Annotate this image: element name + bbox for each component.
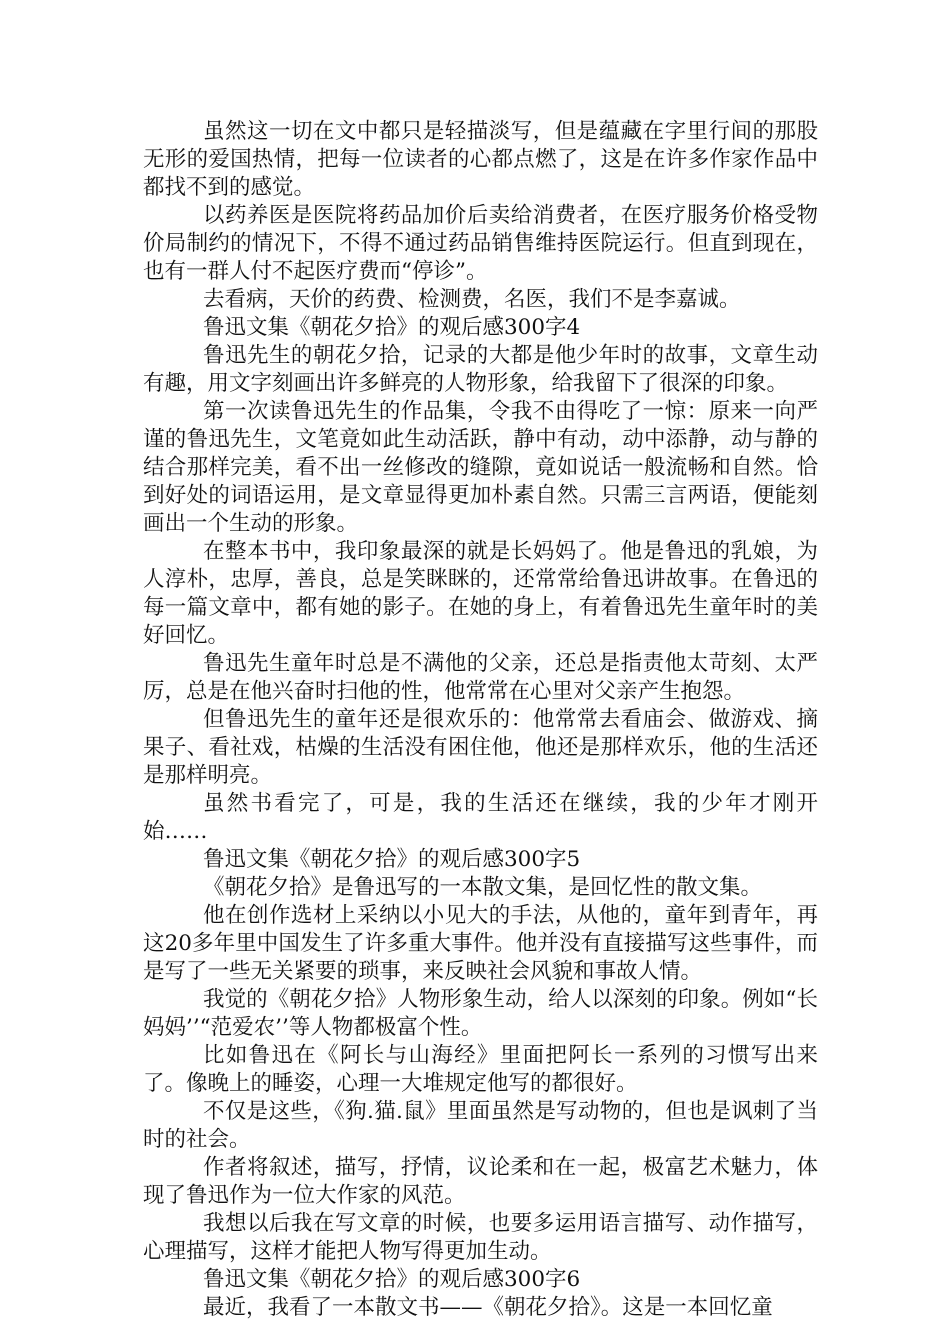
document-body: [143, 118, 818, 1322]
paragraph: 第一次读鲁迅先生的作品集，令我不由得吃了一惊：原来一向严谨的鲁迅先生，文笔竟如此生动活跃，静中有动，动中添静，动与静的结合那样完美，看不出一丝修改的缝隙，竟如说话一般流畅和自然。恰到好处的词语运用，是文章显得更加朴素自然。只需三言两语，便能刻画出一个生动的形象。: [143, 399, 818, 536]
paragraph: 我觉的《朝花夕拾》人物形象生动，给人以深刻的印象。例如“长妈妈’’“范爱农’’等人物都极富个性。: [143, 987, 818, 1040]
paragraph: 不仅是这些，《狗.猫.鼠》里面虽然是写动物的，但也是讽刺了当时的社会。: [143, 1099, 818, 1152]
paragraph: 作者将叙述，描写，抒情，议论柔和在一起，极富艺术魅力，体现了鲁迅作为一位大作家的风范。: [143, 1155, 818, 1208]
paragraph: 鲁迅先生的朝花夕拾，记录的大都是他少年时的故事，文章生动有趣，用文字刻画出许多鲜亮的人物形象，给我留下了很深的印象。: [143, 343, 818, 396]
paragraph: 比如鲁迅在《阿长与山海经》里面把阿长一系列的习惯写出来了。像晚上的睡姿，心理一大堆规定他写的都很好。: [143, 1043, 818, 1096]
paragraph: 在整本书中，我印象最深的就是长妈妈了。他是鲁迅的乳娘，为人淳朴，忠厚，善良，总是笑眯眯的，还常常给鲁迅讲故事。在鲁迅的每一篇文章中，都有她的影子。在她的身上，有着鲁迅先生童年时的美好回忆。: [143, 539, 818, 648]
paragraph: 鲁迅先生童年时总是不满他的父亲，还总是指责他太苛刻、太严厉，总是在他兴奋时扫他的性，他常常在心里对父亲产生抱怨。: [143, 651, 818, 704]
section-heading: 鲁迅文集《朝花夕拾》的观后感300字6: [203, 1267, 581, 1292]
paragraph: 他在创作选材上采纳以小见大的手法，从他的，童年到青年，再这20多年里中国发生了许多重大事件。他并没有直接描写这些事件，而是写了一些无关紧要的琐事，来反映社会风貌和事故人情。: [143, 903, 818, 984]
paragraph: 虽然这一切在文中都只是轻描淡写，但是蕴藏在字里行间的那股无形的爱国热情，把每一位读者的心都点燃了，这是在许多作家作品中都找不到的感觉。: [143, 119, 818, 200]
paragraph: 以药养医是医院将药品加价后卖给消费者，在医疗服务价格受物价局制约的情况下，不得不通过药品销售维持医院运行。但直到现在，也有一群人付不起医疗费而“停诊”。: [143, 203, 818, 284]
paragraph: 虽然书看完了，可是，我的生活还在继续，我的少年才刚开始……: [143, 791, 818, 844]
section-heading: 鲁迅文集《朝花夕拾》的观后感300字4: [203, 315, 581, 340]
paragraph: 但鲁迅先生的童年还是很欢乐的：他常常去看庙会、做游戏、摘果子、看社戏，枯燥的生活没有困住他，他还是那样欢乐，他的生活还是那样明亮。: [143, 707, 818, 788]
paragraph: 《朝花夕拾》是鲁迅写的一本散文集，是回忆性的散文集。: [203, 875, 763, 900]
paragraph: 去看病，天价的药费、检测费，名医，我们不是李嘉诚。: [203, 287, 741, 312]
paragraph: 我想以后我在写文章的时候，也要多运用语言描写、动作描写，心理描写，这样才能把人物写得更加生动。: [143, 1211, 818, 1264]
section-heading: 鲁迅文集《朝花夕拾》的观后感300字5: [203, 847, 581, 872]
paragraph: 最近，我看了一本散文书——《朝花夕拾》。这是一本回忆童: [203, 1295, 773, 1320]
